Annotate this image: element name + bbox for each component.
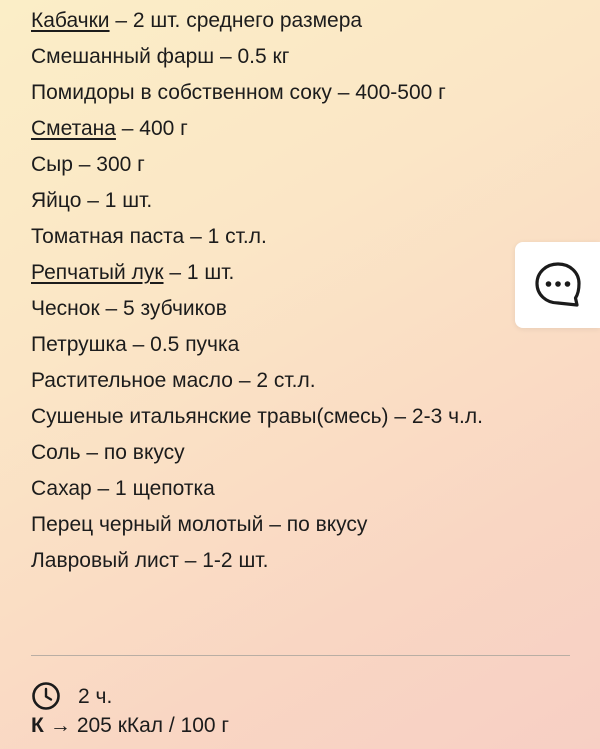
ingredient-amount: – 0.5 кг <box>214 45 290 68</box>
ingredient-amount: – 0.5 пучка <box>126 333 240 356</box>
ingredient-amount: – 2 шт. среднего размера <box>109 9 363 32</box>
calories-label: К <box>31 714 44 737</box>
clock-icon <box>31 681 61 711</box>
cooking-time <box>31 681 112 711</box>
ingredient-amount: – 300 г <box>72 153 145 176</box>
ingredient-item <box>31 260 501 285</box>
ingredient-amount: – 5 зубчиков <box>99 297 227 320</box>
arrow-right-icon: → <box>49 714 71 737</box>
ingredient-item <box>31 44 501 69</box>
ingredient-name: Растительное масло <box>31 369 233 392</box>
ingredient-item <box>31 152 501 177</box>
ingredient-item <box>31 440 501 465</box>
ingredient-item <box>31 332 501 357</box>
ingredient-item <box>31 224 501 249</box>
ingredient-amount: – 1 ст.л. <box>184 225 267 248</box>
ingredient-name: Петрушка <box>31 333 127 356</box>
ingredients-list <box>31 8 501 584</box>
divider <box>31 655 570 656</box>
ingredient-name: Смешанный фарш <box>31 45 215 68</box>
ingredient-name: Перец черный молотый <box>31 513 264 536</box>
ingredient-amount: – 1 шт. <box>163 261 235 284</box>
ingredient-name: Помидоры в собственном соку <box>31 81 332 104</box>
ingredient-amount: – 400 г <box>115 117 188 140</box>
ingredient-name: Лавровый лист <box>31 549 179 572</box>
cooking-time-value: 2 ч. <box>78 684 113 708</box>
calories <box>31 713 229 738</box>
ingredient-item <box>31 8 501 33</box>
ingredient-amount: – 2 ст.л. <box>232 369 316 392</box>
chat-bubble-dots-icon <box>533 260 583 310</box>
ingredient-item <box>31 476 501 501</box>
ingredient-amount: – 1-2 шт. <box>178 549 269 572</box>
ingredient-name: Сушеные итальянские травы(смесь) <box>31 405 389 428</box>
ingredient-item <box>31 404 501 429</box>
ingredient-link[interactable]: Кабачки <box>31 9 110 32</box>
ingredient-link[interactable]: Сметана <box>31 117 116 140</box>
ingredient-name: Соль <box>31 441 81 464</box>
ingredient-name: Сыр <box>31 153 73 176</box>
ingredient-amount: – 2-3 ч.л. <box>388 405 483 428</box>
ingredient-amount: – 400-500 г <box>331 81 446 104</box>
ingredient-name: Томатная паста <box>31 225 185 248</box>
calories-value: 205 кКал / 100 г <box>76 714 230 737</box>
ingredient-item <box>31 548 501 573</box>
ingredient-item <box>31 188 501 213</box>
ingredient-item <box>31 116 501 141</box>
chat-button[interactable] <box>515 242 600 328</box>
ingredient-name: Чеснок <box>31 297 100 320</box>
ingredient-item <box>31 296 501 321</box>
ingredient-item <box>31 512 501 537</box>
ingredient-amount: – 1 щепотка <box>91 477 215 500</box>
ingredient-item <box>31 368 501 393</box>
ingredient-name: Сахар <box>31 477 92 500</box>
ingredient-item <box>31 80 501 105</box>
ingredient-name: Яйцо <box>31 189 82 212</box>
ingredient-amount: – по вкусу <box>263 513 368 536</box>
ingredient-amount: – 1 шт. <box>81 189 153 212</box>
ingredient-link[interactable]: Репчатый лук <box>31 261 164 284</box>
ingredient-amount: – по вкусу <box>80 441 185 464</box>
